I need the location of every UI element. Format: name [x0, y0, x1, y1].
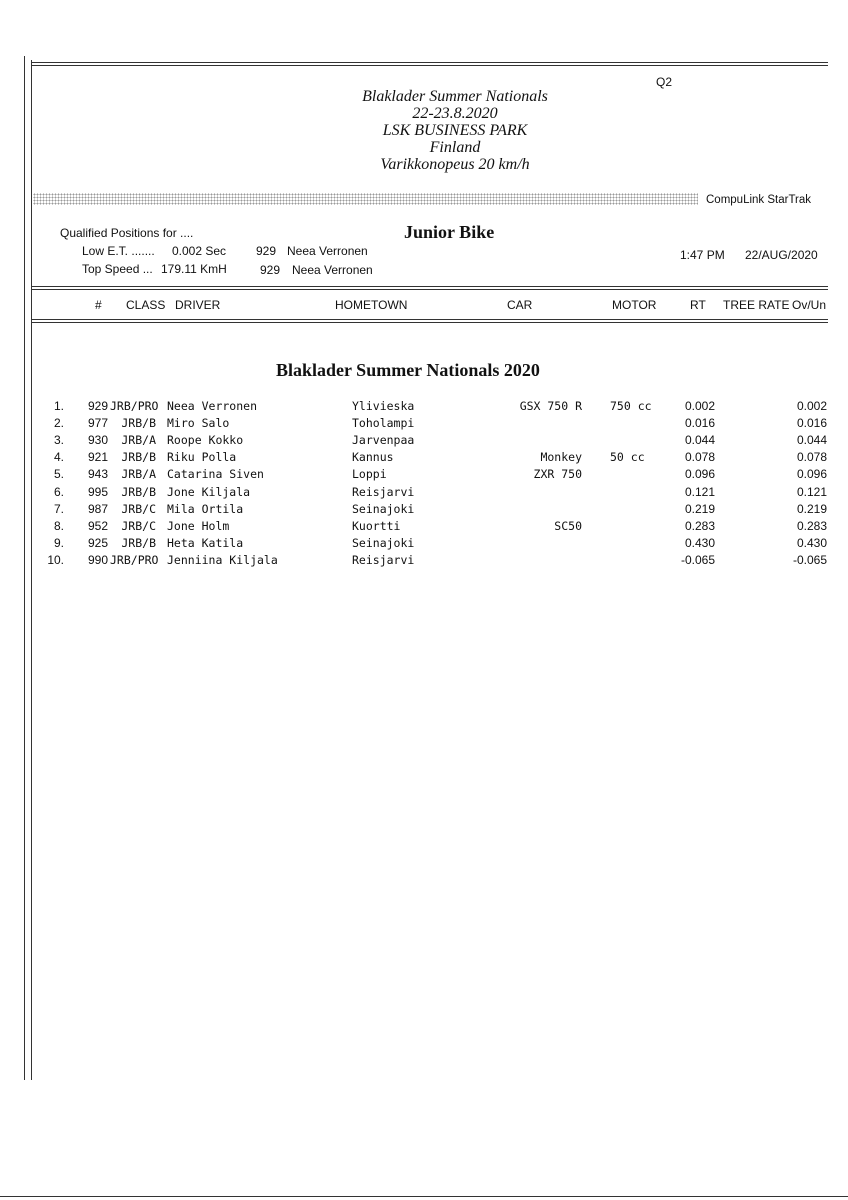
row-hometown: Reisjarvi [352, 484, 415, 499]
row-hometown: Loppi [352, 467, 387, 482]
row-car: SC50 [554, 518, 582, 533]
row-hometown: Reisjarvi [352, 552, 415, 567]
event-country: Finland [429, 139, 481, 156]
row-car: ZXR 750 [533, 467, 582, 482]
col-ov-un: Ov/Un [792, 298, 827, 312]
table-row [0, 485, 848, 502]
class-title: Junior Bike [404, 222, 495, 242]
col-class: CLASS [126, 298, 166, 312]
row-ov-un: 0.219 [796, 501, 827, 516]
qualified-label: Qualified Positions for .... [60, 226, 194, 240]
table-row [0, 399, 848, 416]
row-rt: 0.219 [684, 501, 715, 516]
row-rt: 0.121 [684, 484, 715, 499]
top-border [31, 62, 828, 63]
row-hometown: Seinajoki [352, 535, 415, 550]
row-ov-un: 0.016 [796, 416, 827, 431]
row-hometown: Seinajoki [352, 501, 415, 516]
row-car-number: 990 [87, 552, 108, 567]
row-ov-un: 0.283 [796, 518, 827, 533]
event-dates: 22-23.8.2020 [412, 105, 498, 122]
dotted-band [33, 193, 698, 205]
header-rule-bottom [31, 319, 828, 320]
row-class: JRB/PRO [110, 552, 159, 567]
row-ov-un: 0.078 [796, 450, 827, 465]
row-rt: 0.096 [684, 467, 715, 482]
header-rule-top [31, 286, 828, 287]
row-rt: 0.044 [684, 433, 715, 448]
row-car: GSX 750 R [519, 399, 582, 413]
header-rule-bottom-2 [31, 322, 828, 323]
table-row [0, 416, 848, 433]
table-row [0, 502, 848, 519]
col-hometown: HOMETOWN [335, 298, 408, 312]
top-speed-value: 179.11 KmH [161, 262, 227, 276]
row-driver: Catarina Siven [167, 467, 264, 482]
header-rule-top-2 [31, 289, 828, 290]
col-tree-rate: TREE RATE [723, 298, 790, 312]
table-row [0, 433, 848, 450]
col-motor: MOTOR [612, 298, 657, 312]
brand-label: CompuLink StarTrak [706, 194, 812, 206]
row-rt: 0.078 [684, 450, 715, 465]
row-position: 10. [47, 552, 64, 567]
row-class: JRB/C [121, 518, 156, 533]
low-et-driver: Neea Verronen [287, 244, 368, 258]
table-row [0, 553, 848, 570]
row-motor: 750 cc [610, 399, 652, 413]
table-row [0, 467, 848, 484]
row-driver: Mila Ortila [167, 501, 244, 516]
page-bottom-line [0, 1196, 848, 1197]
session-code: Q2 [656, 75, 673, 89]
top-speed-driver: Neea Verronen [292, 263, 373, 277]
row-driver: Miro Salo [167, 416, 230, 431]
col-car: CAR [507, 298, 533, 312]
results-title: Blaklader Summer Nationals 2020 [276, 360, 540, 380]
col-num: # [95, 298, 102, 312]
col-rt: RT [690, 298, 706, 312]
row-class: JRB/A [121, 467, 156, 482]
report-time: 1:47 PM [680, 248, 725, 262]
row-hometown: Jarvenpaa [352, 433, 415, 448]
row-position: 4. [53, 450, 64, 465]
row-hometown: Kuortti [352, 518, 401, 533]
table-row [0, 450, 848, 467]
row-class: JRB/B [121, 416, 156, 431]
row-hometown: Kannus [352, 450, 394, 465]
row-ov-un: 0.430 [796, 535, 827, 550]
row-driver: Neea Verronen [167, 399, 258, 413]
row-car-number: 929 [87, 399, 108, 413]
row-driver: Jone Kiljala [167, 484, 251, 499]
left-border-inner [31, 60, 32, 1080]
row-class: JRB/B [121, 450, 156, 465]
top-speed-car: 929 [260, 263, 281, 277]
row-ov-un: -0.065 [792, 552, 827, 567]
event-name: Blaklader Summer Nationals [362, 88, 548, 105]
row-class: JRB/C [121, 501, 156, 516]
low-et-value: 0.002 Sec [172, 244, 227, 258]
col-driver: DRIVER [175, 298, 221, 312]
row-rt: 0.283 [684, 518, 715, 533]
row-hometown: Toholampi [352, 416, 415, 431]
low-et-label: Low E.T. ....... [82, 244, 155, 258]
event-pit-speed: Varikkonopeus 20 km/h [380, 156, 530, 173]
row-position: 6. [53, 484, 64, 499]
row-driver: Riku Polla [167, 450, 237, 465]
top-border-2 [31, 65, 828, 66]
row-rt: 0.016 [684, 416, 715, 431]
report-date: 22/AUG/2020 [745, 248, 818, 262]
row-class: JRB/B [121, 535, 156, 550]
row-class: JRB/PRO [110, 399, 159, 413]
row-ov-un: 0.121 [796, 484, 827, 499]
row-ov-un: 0.096 [796, 467, 827, 482]
row-position: 9. [53, 535, 64, 550]
row-rt: 0.430 [684, 535, 715, 550]
row-ov-un: 0.002 [796, 399, 827, 413]
row-rt: 0.002 [684, 399, 715, 413]
row-car-number: 977 [87, 416, 108, 431]
row-position: 3. [53, 433, 64, 448]
row-car-number: 925 [87, 535, 108, 550]
row-driver: Jone Holm [167, 518, 230, 533]
row-class: JRB/B [121, 484, 156, 499]
row-car-number: 930 [87, 433, 108, 448]
row-position: 7. [53, 501, 64, 516]
row-driver: Heta Katila [167, 535, 244, 550]
row-rt: -0.065 [680, 552, 715, 567]
row-car-number: 952 [87, 518, 108, 533]
row-ov-un: 0.044 [796, 433, 827, 448]
top-speed-label: Top Speed ... [82, 262, 153, 276]
event-venue: LSK BUSINESS PARK [382, 122, 528, 139]
row-car-number: 943 [87, 467, 108, 482]
row-driver: Roope Kokko [167, 433, 244, 448]
row-position: 5. [53, 467, 64, 482]
row-hometown: Ylivieska [352, 399, 415, 413]
row-driver: Jenniina Kiljala [167, 552, 278, 567]
row-position: 2. [53, 416, 64, 431]
row-car: Monkey [540, 450, 582, 465]
row-position: 1. [53, 399, 64, 413]
row-class: JRB/A [121, 433, 156, 448]
row-car-number: 921 [87, 450, 108, 465]
table-row [0, 519, 848, 536]
row-car-number: 995 [87, 484, 108, 499]
table-row [0, 536, 848, 553]
row-car-number: 987 [87, 501, 108, 516]
row-position: 8. [53, 518, 64, 533]
row-motor: 50 cc [610, 450, 645, 465]
low-et-car: 929 [256, 244, 277, 258]
